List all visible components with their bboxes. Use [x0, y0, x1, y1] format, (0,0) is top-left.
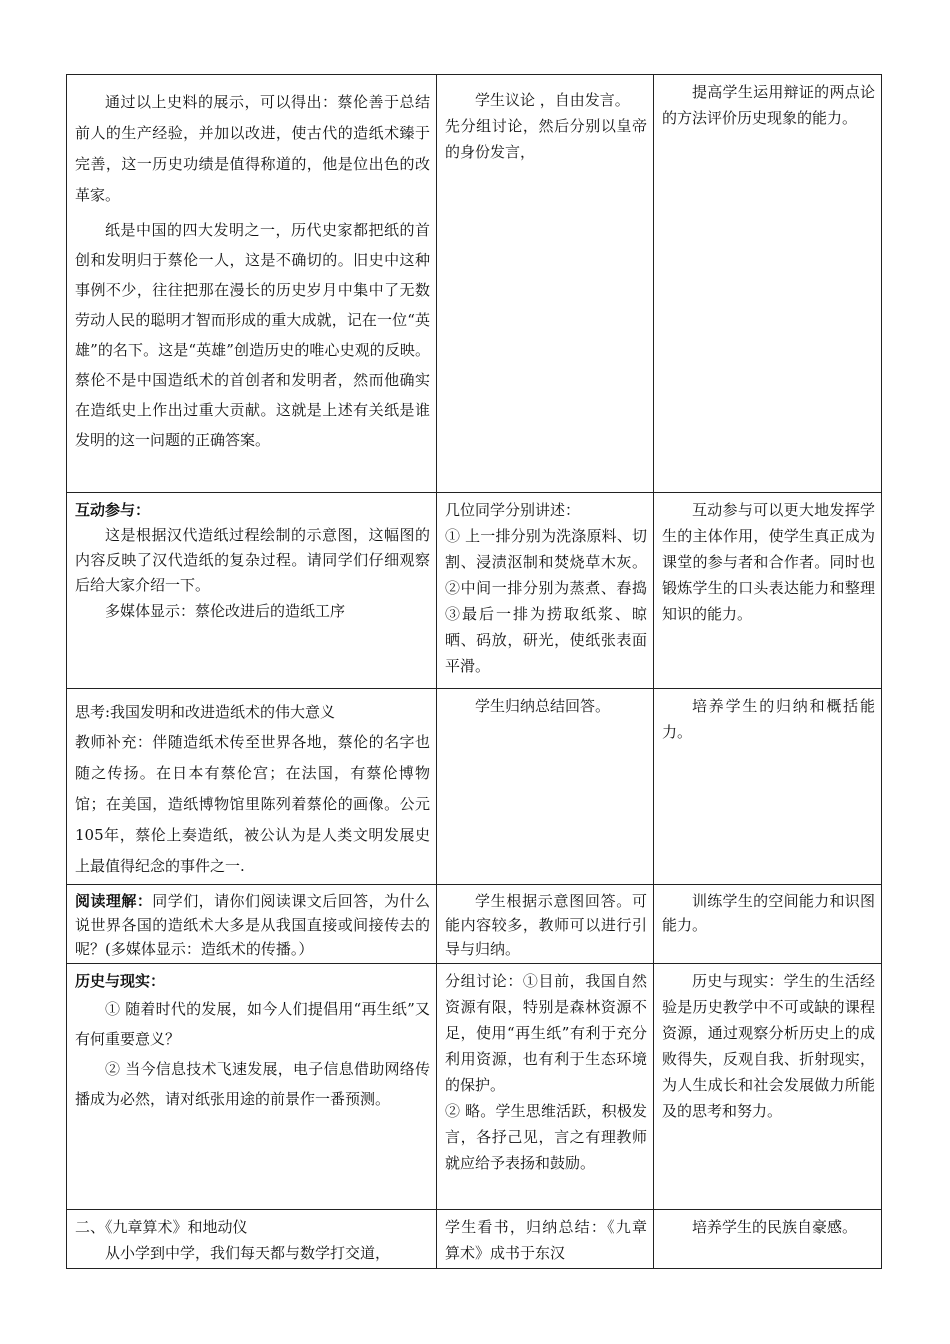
table-row [67, 75, 882, 493]
paragraph: 学生根据示意图回答。可能内容较多，教师可以进行引导与归纳。 [445, 892, 647, 958]
paragraph: 教师补充：伴随造纸术传至世界各地，蔡伦的名字也随之传扬。在日本有蔡伦宫；在法国，有蔡伦博物馆；在美国，造纸博物馆里陈列着蔡伦的画像。公元105年，蔡伦上奏造纸，被公认为是人类文明发展史上最值得纪念的事件之一. [75, 733, 430, 875]
design-intent-cell [654, 964, 882, 1210]
table-row [67, 493, 882, 689]
design-intent-cell [654, 493, 882, 689]
design-intent-cell [654, 885, 882, 964]
paragraph: 先分组讨论，然后分别以皇帝的身份发言， [445, 117, 647, 161]
student-activity-cell [437, 1210, 654, 1269]
paragraph: 训练学生的空间能力和识图能力。 [662, 892, 875, 934]
paragraph: 培养学生的民族自豪感。 [692, 1218, 858, 1236]
content-cell [67, 885, 437, 964]
paragraph: ① 随着时代的发展，如今人们提倡用“再生纸”又有何重要意义？ [75, 1000, 430, 1048]
paragraph: 纸是中国的四大发明之一，历代史家都把纸的首创和发明归于蔡伦一人，这是不确切的。旧史中这种事例不少，往往把那在漫长的历史岁月中集中了无数劳动人民的聪明才智而形成的重大成就，记在一位“英雄”的名下。这是“英雄”创造历史的唯心史观的反映。 蔡伦不是中国造纸术的首创者和发明者，然而他确实在造纸史上作出过重大贡献。这就是上述有关纸是谁发明的这一问题的正确答案。 [75, 221, 430, 449]
table-row [67, 689, 882, 885]
content-cell [67, 964, 437, 1210]
section-heading: 互动参与： [75, 501, 151, 519]
student-activity-cell [437, 493, 654, 689]
paragraph: 学生归纳总结回答。 [475, 697, 611, 715]
paragraph: ② 略。学生思维活跃，积极发言，各抒己见，言之有理教师就应给予表扬和鼓励。 [445, 1102, 647, 1172]
lesson-plan-table [66, 74, 881, 1269]
paragraph: ① 上一排分别为洗涤原料、切割、浸渍沤制和焚烧草木灰。②中间一排分别为蒸煮、舂捣 ③最后一排为捞取纸浆、晾晒、码放，研光，使纸张表面平滑。 [445, 527, 647, 675]
design-intent-cell [654, 1210, 882, 1269]
student-activity-cell [437, 75, 654, 493]
paragraph: 学生看书，归纳总结：《九章算术》成书于东汉 [445, 1218, 647, 1262]
content-cell [67, 689, 437, 885]
paragraph: 多媒体显示：蔡伦改进后的造纸工序 [105, 602, 346, 620]
table-row [67, 1210, 882, 1269]
paragraph: 几位同学分别讲述： [445, 501, 581, 519]
paragraph: 提高学生运用辩证的两点论的方法评价历史现象的能力。 [662, 83, 875, 127]
paragraph: ② 当今信息技术飞速发展，电子信息借助网络传播成为必然，请对纸张用途的前景作一番预测。 [75, 1060, 430, 1108]
paragraph: 学生议论 ，自由发言。 [475, 91, 630, 109]
student-activity-cell [437, 964, 654, 1210]
paragraph: 培养学生的归纳和概括能力。 [662, 697, 875, 741]
paragraph: 通过以上史料的展示，可以得出：蔡伦善于总结前人的生产经验，并加以改进，使古代的造纸术臻于完善，这一历史功绩是值得称道的，他是位出色的改革家。 [75, 93, 430, 204]
paragraph: 从小学到中学，我们每天都与数学打交道， [105, 1244, 391, 1262]
content-cell [67, 1210, 437, 1269]
paragraph: 这是根据汉代造纸过程绘制的示意图，这幅图的内容反映了汉代造纸的复杂过程。请同学们仔细观察后给大家介绍一下。 [75, 526, 430, 594]
paragraph: 历史与现实：学生的生活经验是历史教学中不可或缺的课程资源，通过观察分析历史上的成败得失，反观自我、折射现实，为人生成长和社会发展做力所能及的思考和努力。 [662, 972, 875, 1120]
content-cell [67, 75, 437, 493]
section-heading: 阅读理解： [75, 892, 153, 910]
design-intent-cell [654, 689, 882, 885]
section-heading: 二、《九章算术》和地动仪 [75, 1218, 248, 1236]
paragraph: 思考:我国发明和改进造纸术的伟大意义 [75, 703, 336, 721]
table-row [67, 885, 882, 964]
content-cell [67, 493, 437, 689]
paragraph: 分组讨论：①目前，我国自然资源有限，特别是森林资源不足，使用“再生纸”有利于充分利用资源，也有利于生态环境的保护。 [445, 972, 647, 1094]
student-activity-cell [437, 885, 654, 964]
design-intent-cell [654, 75, 882, 493]
table-row [67, 964, 882, 1210]
student-activity-cell [437, 689, 654, 885]
paragraph: 阅读理解：同学们，请你们阅读课文后回答，为什么说世界各国的造纸术大多是从我国直接或间接传去的呢？(多媒体显示：造纸术的传播。） [75, 892, 430, 958]
paragraph: 互动参与可以更大地发挥学生的主体作用，使学生真正成为课堂的参与者和合作者。同时也锻炼学生的口头表达能力和整理知识的能力。 [662, 501, 875, 623]
section-heading: 历史与现实： [75, 972, 166, 990]
